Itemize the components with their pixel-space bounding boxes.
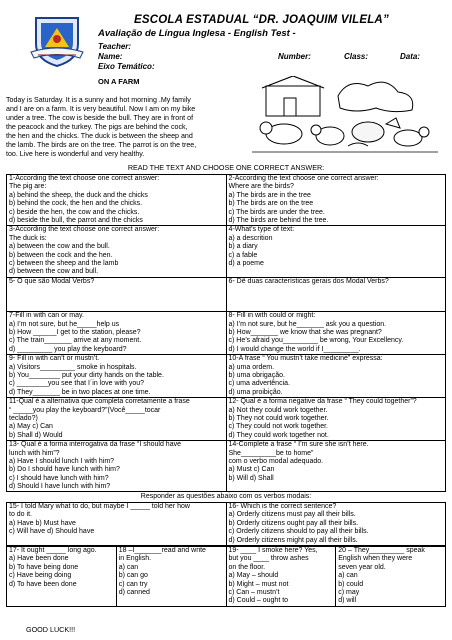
question-line: c) They could not work together. — [228, 423, 328, 431]
question-line: a) I’m not sure, but he_____help us — [9, 320, 120, 328]
question-line: d) Orderly citizens might pay all their bills. — [228, 536, 358, 544]
reading-line: the peacock and the turkey. The pigs are behind the cock, — [6, 123, 188, 132]
question-line: “ _____you play the keyboard?”(Você_____tocar — [9, 406, 161, 414]
question-line: Where are the birds? — [228, 183, 294, 191]
teacher-label: Teacher: — [98, 42, 132, 51]
question-cell — [7, 441, 227, 492]
question-line: com o verbo modal adequado. — [228, 457, 324, 465]
reading-line: too. Live here is wonderful and very healthy. — [6, 150, 145, 159]
question-line: a) Not they could work together. — [228, 406, 328, 414]
question-line: 17- It ought _____ long ago. — [9, 547, 97, 554]
question-cell — [226, 547, 336, 607]
question-line — [229, 303, 444, 311]
farm-illustration — [248, 76, 442, 154]
school-crest-logo — [28, 14, 86, 68]
question-line: d) To have been done — [9, 580, 77, 588]
question-row — [7, 312, 446, 355]
question-line: 18 –I_______read and write — [118, 547, 206, 554]
question-row — [7, 226, 446, 277]
question-line: 2-According the text choose one correct answer: — [228, 175, 379, 182]
question-line: b) between the cock and the hen. — [9, 251, 113, 259]
question-line: d) They could work together not. — [228, 431, 329, 439]
question-line: b) Orderly citizens ought pay all their bills. — [228, 519, 359, 527]
question-line: c) uma advertência. — [228, 380, 290, 388]
question-line — [9, 286, 224, 294]
date-label: Data: — [400, 52, 421, 61]
question-line: a) May – should — [228, 572, 279, 580]
question-line: 1-According the text choose one correct answer: — [9, 175, 160, 182]
question-line: c) a fable — [228, 251, 258, 259]
question-line: 5- O que são Modal Verbs? — [9, 277, 95, 285]
question-line: c) He’s afraid you_________ be wrong, Your Excellency. — [228, 337, 404, 345]
question-line: in English. — [118, 555, 152, 563]
reading-title: ON A FARM — [98, 77, 140, 86]
reading-line: under a tree. The cow is beside the bull. They are in front of — [6, 114, 194, 123]
question-line: 14-Complete a frase “ I’m sure she isn’t here. — [228, 441, 369, 449]
question-cell — [7, 175, 227, 226]
question-row — [7, 355, 446, 398]
question-line: d) a poeme — [228, 259, 264, 267]
question-line: d) beside the bull, the parrot and the chicks — [9, 216, 143, 224]
question-cell — [226, 355, 446, 398]
question-line: b) behind the cock, the hen and the chicks. — [9, 200, 143, 208]
question-line: 16- Which is the correct sentence? — [228, 503, 337, 510]
question-cell — [7, 226, 227, 277]
question-row — [7, 398, 446, 441]
question-line: d) I would change the world if I_________. — [228, 345, 361, 353]
question-line: 9- Fill in with can’t or mustn’t. — [9, 355, 100, 363]
question-row — [7, 277, 446, 312]
question-cell — [7, 547, 117, 607]
question-line: a) Orderly citizens must pay all their bills. — [228, 511, 356, 519]
question-line: 13- Qual é a forma interrogativa da frase “I should have — [9, 441, 181, 449]
question-row — [7, 175, 446, 226]
modal-verbs-instruction: Responder as questões abaixo com os verbos modais: — [140, 493, 312, 500]
question-line: 8- Fill in with could or might: — [228, 312, 316, 320]
question-line: 19- ____ I smoke here? Yes, — [228, 547, 318, 554]
question-line: 12- Qual é a forma negative da frase “ They could together”? — [228, 398, 417, 406]
question-line: b) Will d) Shall — [228, 474, 274, 482]
reading-line: and I are on a farm. It is very beautiful. Now I am on my bike — [6, 105, 196, 114]
question-line: 7-Fill in with can or may. — [9, 312, 84, 320]
reading-text — [6, 96, 232, 160]
class-label: Class: — [344, 52, 369, 61]
question-line: a) can — [118, 563, 139, 571]
question-line: d) Could – ought to — [228, 597, 289, 605]
question-line: b) Might – must not — [228, 580, 289, 588]
reading-line: the lamb. The birds are on the tree. The parrot is on the tree, — [6, 141, 197, 150]
question-line: c) can try — [118, 580, 148, 588]
question-line: a) Visitors_________ smoke in hospitals. — [9, 363, 137, 371]
eixo-label: Eixo Temático: — [98, 62, 155, 71]
question-cell — [7, 503, 227, 546]
name-label: Name: — [98, 52, 123, 61]
question-line: a) May c) Can — [9, 423, 53, 431]
question-line: b) a diary — [228, 243, 258, 251]
question-line: 3-According the text choose one correct answer: — [9, 226, 160, 234]
question-line: c) Can – mustn’t — [228, 588, 280, 596]
number-label: Number: — [278, 52, 311, 61]
questions-table-2 — [6, 502, 446, 546]
question-line: c) beside the hen, the cow and the chicks. — [9, 208, 140, 216]
question-line: 10-A frase “ You mustn’t take medicine” expressa: — [228, 355, 383, 363]
good-luck: GOOD LUCK!!! — [26, 625, 76, 634]
question-line: 15- I told Mary what to do, but maybe I _____ told her how — [9, 503, 190, 510]
test-subtitle: Avaliação de Língua Inglesa - English Test - — [98, 28, 296, 39]
question-cell — [226, 226, 446, 277]
question-cell — [226, 277, 446, 312]
question-line: a) The birds are in the tree — [228, 191, 311, 199]
question-cell — [336, 547, 446, 607]
question-line: d) _________ you play the keyboard? — [9, 345, 127, 353]
question-line — [229, 286, 444, 294]
question-line: a) Have b) Must have — [9, 519, 76, 527]
reading-line: the hen and the chicks. The duck is between the sheep and — [6, 132, 193, 141]
question-line: English when they were — [338, 555, 413, 563]
question-line: c) ________you see that I´in love with you? — [9, 380, 145, 388]
question-line: d) between the cow and bull. — [9, 268, 99, 276]
question-line: She_________be to home” — [228, 449, 314, 457]
question-line — [9, 303, 224, 311]
question-line: d) The birds are behind the tree. — [228, 216, 329, 224]
question-line: a) uma ordem. — [228, 363, 275, 371]
question-cell — [226, 175, 446, 226]
test-page — [6, 6, 446, 634]
question-line: b) The birds are on the tree — [228, 200, 314, 208]
question-line: d) They_______ be in two places at one time. — [9, 388, 151, 396]
question-line: 6- Dê duas características gerais dos Modal Verbs? — [228, 277, 389, 285]
question-line: teclado?) — [9, 414, 38, 422]
question-line: b) To have being done — [9, 563, 79, 571]
question-line: to do it. — [9, 511, 32, 519]
school-name: ESCOLA ESTADUAL “DR. JOAQUIM VILELA” — [134, 14, 389, 26]
question-line: a) I’m not sure, but he_______ ask you a question. — [228, 320, 387, 328]
reading-line: Today is Saturday. It is a sunny and hot morning .My family — [6, 96, 191, 104]
question-line — [9, 294, 224, 302]
question-line: b) uma obrigação. — [228, 371, 285, 379]
question-cell — [7, 355, 227, 398]
question-cell — [7, 312, 227, 355]
question-line: 11-Qual é a alternativa que completa corretamente a frase — [9, 398, 190, 406]
question-cell — [226, 503, 446, 546]
question-line: c) Have being doing — [9, 572, 72, 580]
question-line: b) How ______I get to the station, please? — [9, 329, 141, 337]
question-line: a) a descrition — [228, 234, 273, 242]
question-line: but you ____ throw ashes — [228, 555, 309, 563]
question-cell — [116, 547, 226, 607]
question-line: b) You________ put your dirty hands on the table. — [9, 371, 164, 379]
question-line: a) can — [338, 572, 358, 580]
question-line: b) How_______ we know that she was pregnant? — [228, 329, 382, 337]
question-line: c) The birds are under the tree. — [228, 208, 325, 216]
question-line: d) uma proibição. — [228, 388, 283, 396]
question-line: c) may — [338, 588, 360, 596]
question-line: c) Will have d) Should have — [9, 528, 95, 536]
questions-table-1 — [6, 174, 446, 492]
question-line: on the floor. — [228, 563, 266, 571]
question-line: The pig are: — [9, 183, 47, 191]
question-line: c) I should have lunch with him? — [9, 474, 109, 482]
question-line: b) They not could work together. — [228, 414, 329, 422]
question-cell — [7, 277, 227, 312]
question-line: 4-What’s type of text: — [228, 226, 295, 234]
question-line: b) Do I should have lunch with him? — [9, 466, 120, 474]
question-row — [7, 441, 446, 492]
question-cell — [7, 398, 227, 441]
question-line: b) could — [338, 580, 364, 588]
question-line: b) Shall d) Would — [9, 431, 63, 439]
question-line: The duck is: — [9, 234, 47, 242]
question-cell — [226, 441, 446, 492]
question-line: a) Must c) Can — [228, 466, 275, 474]
question-line: d) will — [338, 597, 357, 605]
question-line: lunch with him”? — [9, 449, 60, 457]
question-row — [7, 547, 446, 607]
question-line: a) Have been done — [9, 555, 69, 563]
question-line: d) canned — [118, 588, 150, 596]
question-row — [7, 503, 446, 546]
question-line: a) Have I should lunch I with him? — [9, 457, 115, 465]
question-line: c) between the sheep and the lamb — [9, 259, 119, 267]
questions-table-3 — [6, 546, 446, 607]
header — [6, 6, 446, 76]
question-line — [229, 294, 444, 302]
question-line: 20 – They_________ speak — [338, 547, 425, 554]
question-line: a) behind the sheep, the duck and the chicks — [9, 191, 148, 199]
question-line: d) Should I have lunch with him? — [9, 483, 111, 491]
question-line: c) The train_______ arrive at any moment. — [9, 337, 142, 345]
question-line: b) can go — [118, 572, 148, 580]
question-line: seven year old. — [338, 563, 386, 571]
question-cell — [226, 398, 446, 441]
question-line: a) between the cow and the bull. — [9, 243, 110, 251]
question-line: c) Orderly citizens should to pay all their bills. — [228, 528, 369, 536]
instructions: READ THE TEXT AND CHOOSE ONE CORRECT ANSWER: — [127, 163, 325, 172]
question-cell — [226, 312, 446, 355]
